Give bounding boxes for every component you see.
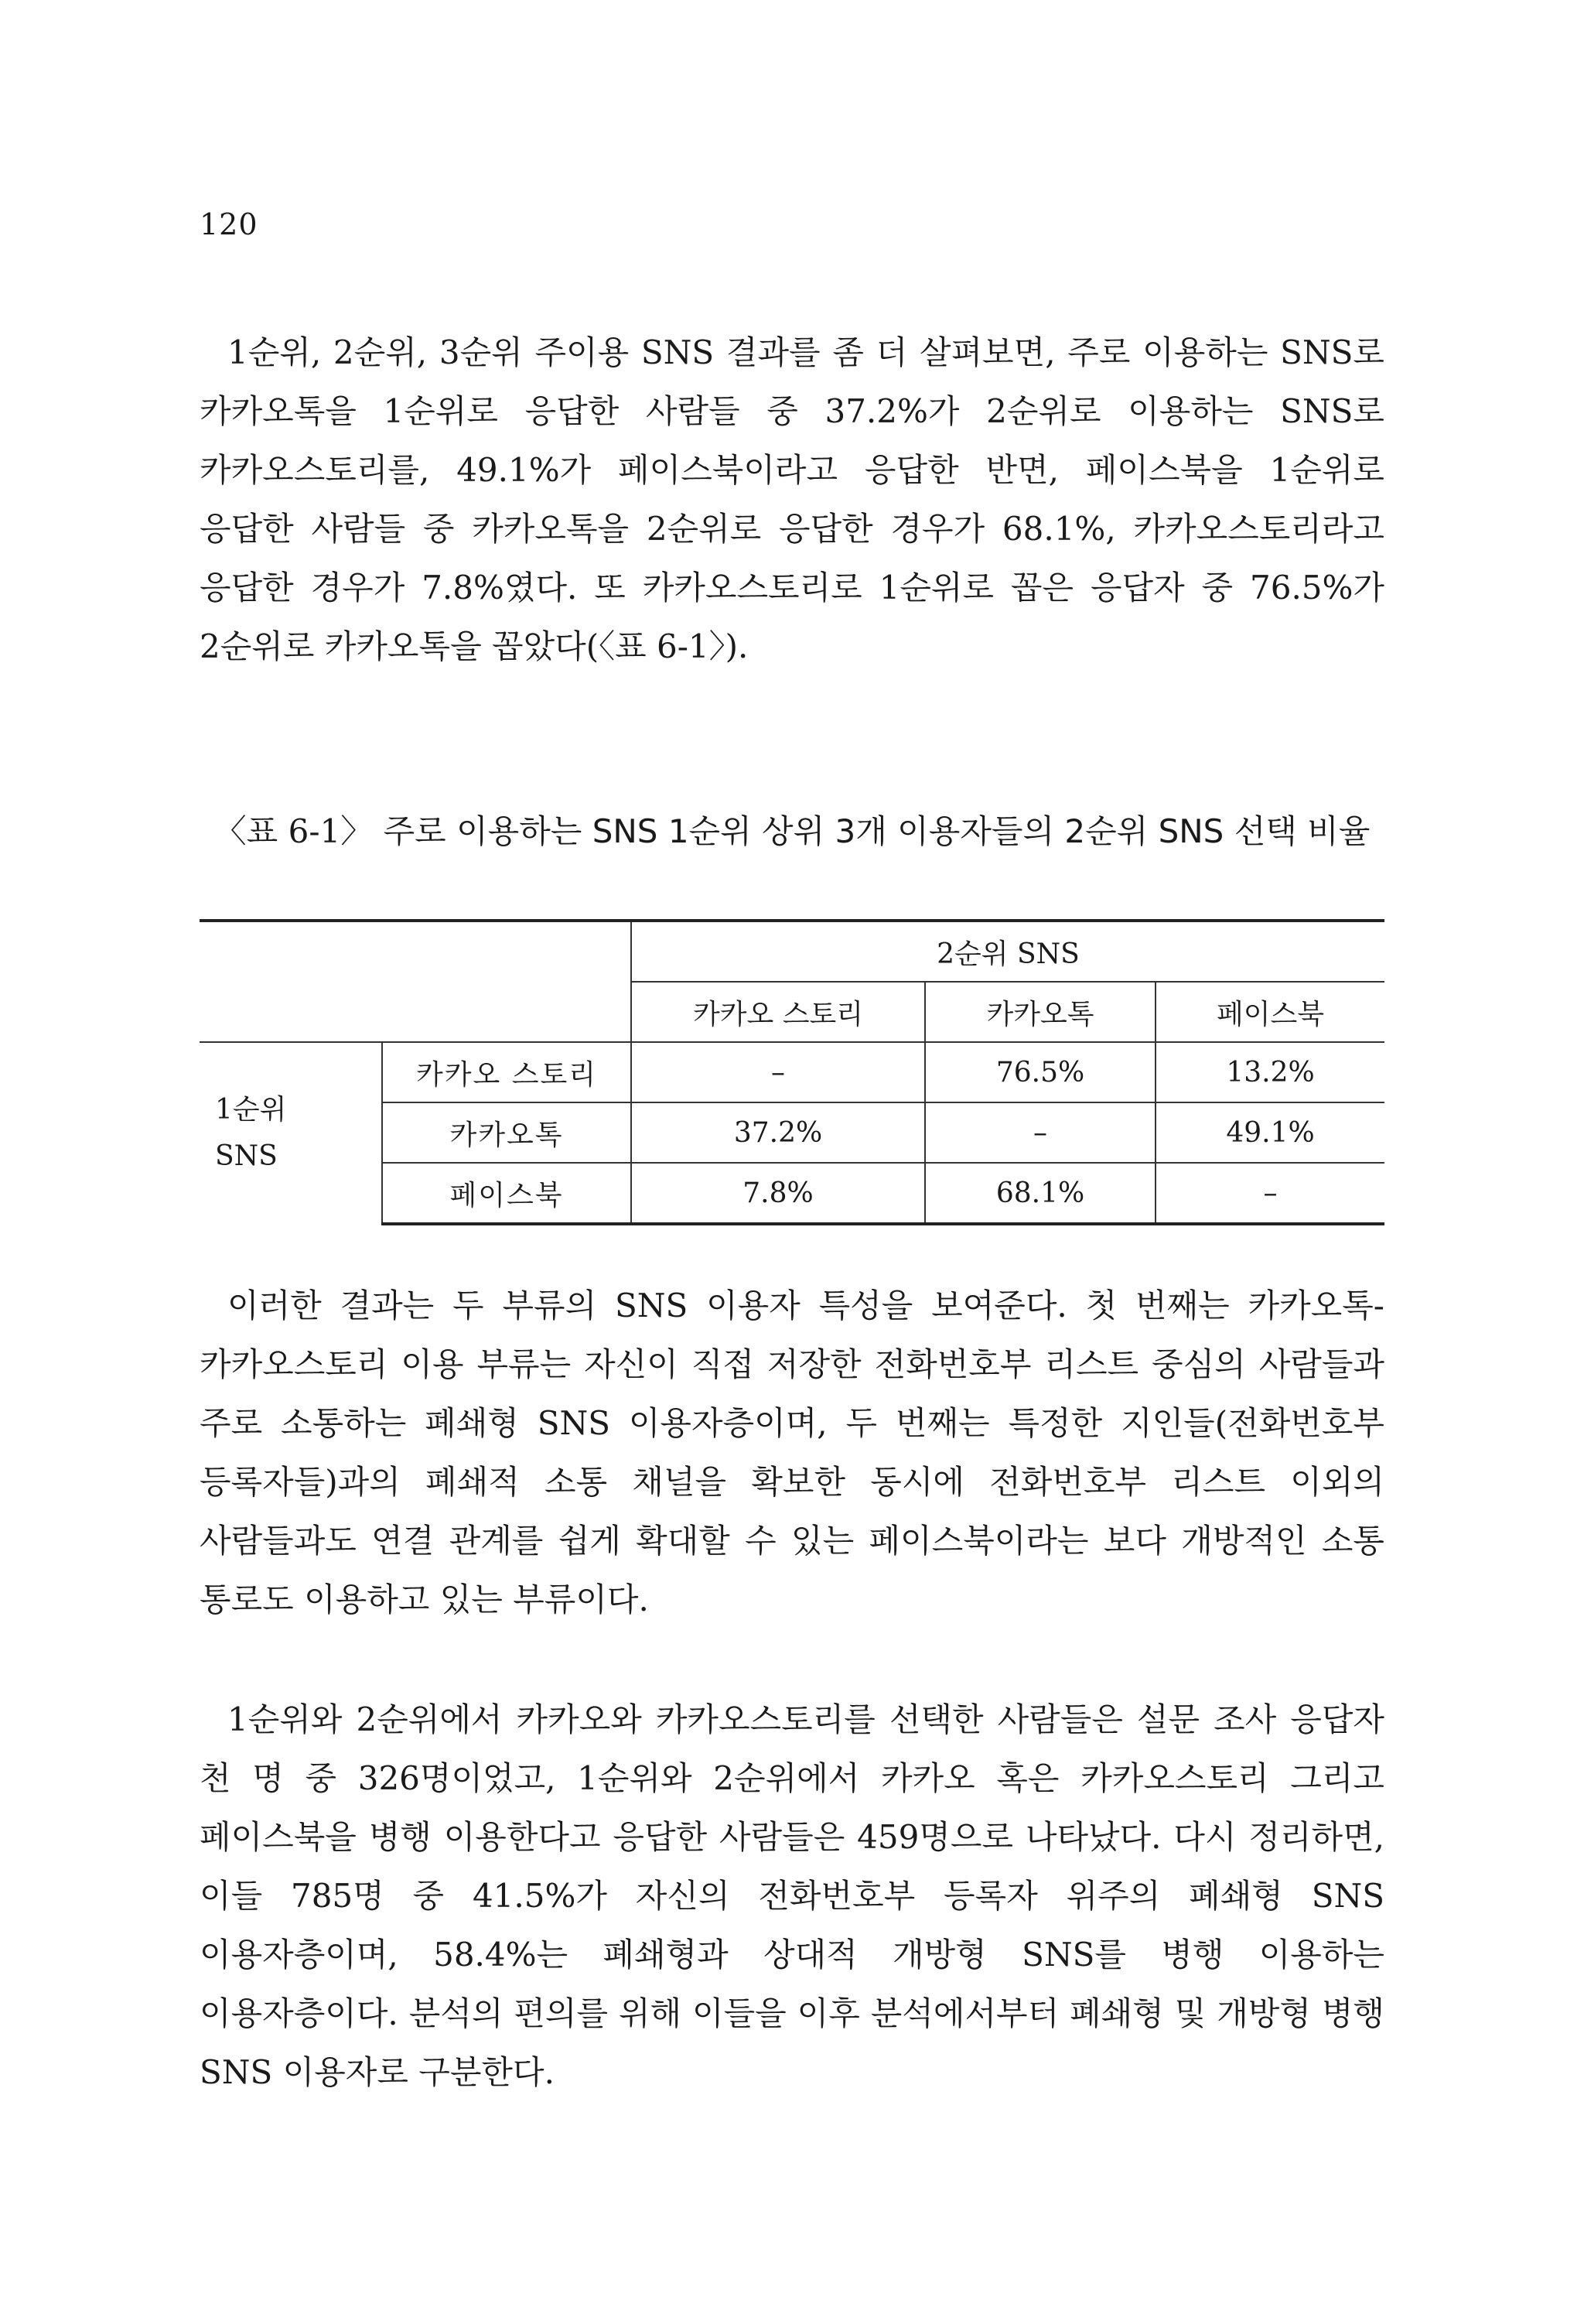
column-group-header: 2순위 SNS [631, 921, 1384, 982]
table-cell: 37.2% [631, 1102, 925, 1163]
column-header: 카카오 스토리 [631, 982, 925, 1042]
table-cell: 13.2% [1156, 1042, 1384, 1102]
body-paragraph-2: 이러한 결과는 두 부류의 SNS 이용자 특성을 보여준다. 첫 번째는 카카오톡-카카오스토리 이용 부류는 자신이 직접 저장한 전화번호부 리스트 중심의 사람들과 주로 소통하는 폐쇄형 SNS 이용자층이며, 두 번째는 특정한 지인들(전화번호부 등록자들)과의 폐쇄적 소통 채널을 확보한 동시에 전화번호부 리스트 이외의 사람들과도 연결 관계를 쉽게 확대할 수 있는 페이스북이라는 보다 개방적인 소통 통로도 이용하고 있는 부류이다. [200, 1287, 1384, 1618]
table-cell: – [1156, 1163, 1384, 1224]
row-header: 카카오 스토리 [382, 1042, 631, 1102]
table-cell: 7.8% [631, 1163, 925, 1224]
table-cell: – [925, 1102, 1156, 1163]
table-cell: – [631, 1042, 925, 1102]
row-group-label: 1순위 SNS [215, 1094, 287, 1172]
table-header-row [200, 921, 1384, 982]
table-cell: 49.1% [1156, 1102, 1384, 1163]
table-row [200, 1042, 1384, 1102]
table-caption-text: 주로 이용하는 SNS 1순위 상위 3개 이용자들의 2순위 SNS 선택 비율 [383, 812, 1371, 850]
column-header: 카카오톡 [925, 982, 1156, 1042]
row-header: 카카오톡 [382, 1102, 631, 1163]
data-table [200, 919, 1384, 1225]
page-number: 120 [200, 207, 258, 241]
table-cell: 76.5% [925, 1042, 1156, 1102]
table-corner-cell [200, 921, 631, 1042]
table-cell: 68.1% [925, 1163, 1156, 1224]
column-header: 페이스북 [1156, 982, 1384, 1042]
body-paragraph-3: 1순위와 2순위에서 카카오와 카카오스토리를 선택한 사람들은 설문 조사 응답자 천 명 중 326명이었고, 1순위와 2순위에서 카카오 혹은 카카오스토리 그리고 페이스북을 병행 이용한다고 응답한 사람들은 459명으로 나타났다. 다시 정리하면, 이들 785명 중 41.5%가 자신의 전화번호부 등록자 위주의 폐쇄형 SNS 이용자층이며, 58.4%는 폐쇄형과 상대적 개방형 SNS를 병행 이용하는 이용자층이다. 분석의 편의를 위해 이들을 이후 분석에서부터 폐쇄형 및 개방형 병행 SNS 이용자로 구분한다. [200, 1700, 1384, 2091]
body-paragraph-1: 1순위, 2순위, 3순위 주이용 SNS 결과를 좀 더 살펴보면, 주로 이용하는 SNS로 카카오톡을 1순위로 응답한 사람들 중 37.2%가 2순위로 이용하는 SNS로 카카오스토리를, 49.1%가 페이스북이라고 응답한 반면, 페이스북을 1순위로 응답한 사람들 중 카카오톡을 2순위로 응답한 경우가 68.1%, 카카오스토리라고 응답한 경우가 7.8%였다. 또 카카오스토리로 1순위로 꼽은 응답자 중 76.5%가 2순위로 카카오톡을 꼽았다(〈표 6-1〉). [200, 333, 1384, 665]
row-group-header [200, 1042, 382, 1224]
row-header: 페이스북 [382, 1163, 631, 1224]
table-caption-number: 〈표 6-1〉 [213, 812, 374, 850]
table-caption [200, 808, 1384, 855]
